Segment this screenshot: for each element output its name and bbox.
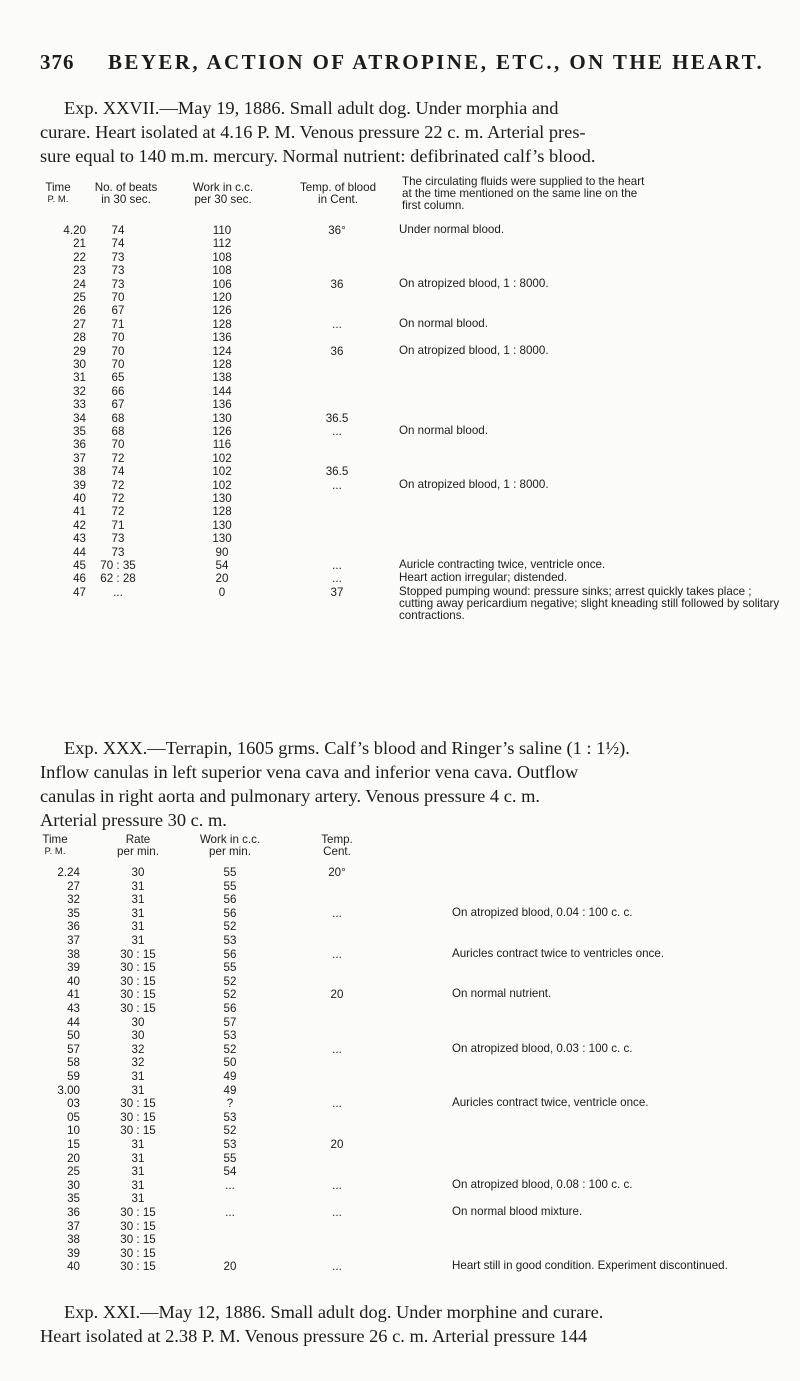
remark-cell: On atropized blood, 1 : 8000. <box>399 343 549 357</box>
time-cell: 40 <box>73 492 86 505</box>
work-cell: 20 <box>215 572 229 586</box>
work-cell: 130 <box>212 532 232 546</box>
table-row <box>0 975 800 989</box>
rate-cell: 31 <box>131 893 145 907</box>
time-cell: 40 <box>67 1260 80 1274</box>
work-cell: 53 <box>223 1029 237 1043</box>
time-cell: 38 <box>67 1233 80 1247</box>
table-row <box>0 934 800 948</box>
table-row <box>0 291 800 305</box>
table-row <box>0 385 800 399</box>
beats-cell: 71 <box>111 518 125 532</box>
remark-cell: Auricle contracting twice, ventricle once. <box>399 558 606 571</box>
table-row <box>0 237 800 251</box>
work-cell: 126 <box>212 425 232 438</box>
col-beats-header: No. of beats in 30 sec. <box>94 181 158 206</box>
time-cell: 57 <box>67 1042 80 1056</box>
remark-cell: On atropized blood, 0.08 : 100 c. c. <box>452 1177 633 1191</box>
table-row <box>0 1192 800 1206</box>
temp-cell: 20 <box>330 988 344 1002</box>
work-cell: 128 <box>212 358 232 371</box>
temp-cell: ... <box>332 425 342 438</box>
temp-cell: ... <box>332 559 342 572</box>
table-row <box>0 345 800 359</box>
table-row <box>0 1206 800 1220</box>
table-row <box>0 358 800 372</box>
table-row <box>0 398 800 412</box>
table-row <box>0 1138 800 1152</box>
time-cell: 21 <box>73 237 86 251</box>
beats-cell: 70 : 35 <box>100 559 136 572</box>
time-cell: 36 <box>67 920 80 934</box>
time-cell: 22 <box>73 250 86 264</box>
work-cell: 124 <box>212 344 232 358</box>
time-cell: 30 <box>73 358 86 371</box>
work-cell: 57 <box>223 1015 237 1029</box>
work-cell: 136 <box>212 331 232 345</box>
temp-cell: 36° <box>328 224 346 237</box>
temp-cell: ... <box>332 1042 342 1056</box>
intro-line: canulas in right aorta and pulmonary artery. Venous pressure 4 c. m. <box>40 786 540 806</box>
work-cell: 56 <box>223 947 237 961</box>
table-row <box>0 251 800 265</box>
rate-cell: 30 : 15 <box>120 974 156 988</box>
temp-cell: ... <box>332 906 342 920</box>
table-row <box>0 318 800 332</box>
time-cell: 38 <box>73 465 86 479</box>
beats-cell: 62 : 28 <box>100 572 136 586</box>
rate-cell: 30 : 15 <box>120 947 156 961</box>
rate-cell: 30 : 15 <box>120 1246 156 1260</box>
beats-cell: 74 <box>111 237 125 251</box>
rate-cell: 32 <box>131 1056 145 1070</box>
table-row <box>0 1124 800 1138</box>
rate-cell: 31 <box>131 920 145 934</box>
col-time-header: Time P. M. <box>42 833 68 857</box>
time-cell: 43 <box>67 1002 80 1015</box>
table-row <box>0 1111 800 1125</box>
work-cell: 52 <box>223 1124 237 1138</box>
table-row <box>0 1179 800 1193</box>
time-cell: 38 <box>67 947 80 961</box>
beats-cell: 73 <box>111 545 125 559</box>
time-cell: 32 <box>67 893 80 907</box>
beats-cell: 72 <box>111 451 125 465</box>
time-cell: 39 <box>73 478 86 492</box>
table-row <box>0 880 800 894</box>
table-row <box>0 1016 800 1030</box>
beats-cell: 70 <box>111 331 125 345</box>
time-cell: 35 <box>67 906 80 920</box>
work-cell: 53 <box>223 1110 237 1124</box>
table-row <box>0 907 800 921</box>
time-cell: 33 <box>73 398 86 412</box>
beats-cell: 70 <box>111 291 125 304</box>
time-cell: 43 <box>73 532 86 546</box>
work-cell: 54 <box>223 1165 237 1179</box>
work-cell: 52 <box>223 988 237 1002</box>
work-cell: 20 <box>223 1260 237 1274</box>
table-row <box>0 1152 800 1166</box>
work-cell: 55 <box>223 866 237 879</box>
table-row <box>0 1056 800 1070</box>
col-remarks-header: The circulating fluids were supplied to the heart at the time mentioned on the same line on the first column. <box>402 175 645 212</box>
work-cell: ... <box>225 1206 235 1219</box>
col-work-header: Work in c.c. per min. <box>199 833 261 858</box>
temp-cell: 37 <box>330 585 344 599</box>
beats-cell: 73 <box>111 264 125 278</box>
exp21-intro <box>40 1300 762 1348</box>
work-cell: 128 <box>212 317 232 331</box>
table-row <box>0 1233 800 1247</box>
rate-cell: 31 <box>131 1165 145 1179</box>
beats-cell: 72 <box>111 478 125 492</box>
exp30-intro <box>40 736 762 832</box>
time-cell: 30 <box>67 1178 80 1192</box>
work-cell: 130 <box>212 492 232 505</box>
table-row <box>0 224 800 238</box>
time-cell: 44 <box>73 545 86 559</box>
work-cell: ? <box>226 1097 234 1111</box>
table-row <box>0 920 800 934</box>
rate-cell: 30 <box>131 1029 145 1043</box>
temp-cell: ... <box>332 1206 342 1219</box>
beats-cell: 72 <box>111 492 125 505</box>
rate-cell: 31 <box>131 934 145 947</box>
work-cell: 55 <box>223 961 237 975</box>
time-cell: 59 <box>67 1070 80 1083</box>
table-row <box>0 479 800 493</box>
work-cell: 55 <box>223 1151 237 1165</box>
temp-cell: 20 <box>330 1138 344 1151</box>
time-cell: 41 <box>67 988 80 1002</box>
rate-cell: 32 <box>131 1042 145 1056</box>
time-cell: 27 <box>67 879 80 893</box>
beats-cell: 68 <box>111 411 125 425</box>
table-row <box>0 1260 800 1274</box>
remark-cell: On normal blood. <box>399 424 488 437</box>
time-cell: 37 <box>67 1219 80 1233</box>
beats-cell: 68 <box>111 425 125 438</box>
temp-cell: ... <box>332 947 342 961</box>
work-cell: 106 <box>212 277 232 291</box>
time-cell: 34 <box>73 411 86 425</box>
work-cell: 90 <box>215 545 229 559</box>
time-cell: 35 <box>67 1192 80 1206</box>
work-cell: 102 <box>212 478 232 492</box>
col-temp-header: Temp. Cent. <box>321 833 353 858</box>
rate-cell: 30 : 15 <box>120 1002 156 1015</box>
time-cell: 37 <box>73 451 86 465</box>
remark-cell: On atropized blood, 0.04 : 100 c. c. <box>452 905 633 919</box>
time-cell: 4.20 <box>63 224 86 237</box>
time-cell: 36 <box>73 438 86 452</box>
beats-cell: 73 <box>111 277 125 291</box>
time-cell: 03 <box>67 1097 80 1111</box>
work-cell: 108 <box>212 250 232 264</box>
rate-cell: 31 <box>131 1138 145 1151</box>
work-cell: 128 <box>212 505 232 519</box>
time-cell: 50 <box>67 1029 80 1043</box>
rate-cell: 31 <box>131 1083 145 1097</box>
rate-cell: 31 <box>131 1178 145 1192</box>
temp-cell: 36 <box>330 277 344 291</box>
work-cell: 144 <box>212 384 232 398</box>
time-cell: 39 <box>67 1246 80 1260</box>
time-cell: 47 <box>73 585 86 599</box>
temp-cell: 36 <box>330 344 344 358</box>
work-cell: 120 <box>212 291 232 304</box>
page-header <box>0 50 800 90</box>
time-cell: 23 <box>73 264 86 278</box>
remark-cell: Auricles contract twice to ventricles once. <box>452 946 664 960</box>
work-cell: 56 <box>223 1002 237 1015</box>
table-row <box>0 961 800 975</box>
time-cell: 45 <box>73 559 86 572</box>
table-row <box>0 532 800 546</box>
time-cell: 2.24 <box>57 866 80 879</box>
time-cell: 39 <box>67 961 80 975</box>
intro-line: Exp. XXI.—May 12, 1886. Small adult dog. Under morphine and curare. <box>64 1302 604 1322</box>
intro-line: Arterial pressure 30 c. m. <box>40 810 227 830</box>
time-cell: 44 <box>67 1015 80 1029</box>
col-work-header: Work in c.c. per 30 sec. <box>192 181 254 206</box>
work-cell: 53 <box>223 1138 237 1151</box>
remark-cell: On normal nutrient. <box>452 987 552 1001</box>
work-cell: 55 <box>223 879 237 893</box>
table-row <box>0 1165 800 1179</box>
temp-cell: 36.5 <box>325 465 349 479</box>
temp-cell: ... <box>332 317 342 331</box>
intro-line: Exp. XXX.—Terrapin, 1605 grms. Calf’s blood and Ringer’s saline (1 : 1½). <box>64 738 630 758</box>
time-cell: 20 <box>67 1151 80 1165</box>
time-cell: 27 <box>73 317 86 331</box>
remark-cell: On atropized blood, 1 : 8000. <box>399 276 549 290</box>
time-cell: 3.00 <box>57 1083 80 1097</box>
temp-cell: ... <box>332 1097 342 1111</box>
temp-cell: ... <box>332 572 342 586</box>
intro-line: curare. Heart isolated at 4.16 P. M. Venous pressure 22 c. m. Arterial pres- <box>40 122 586 142</box>
work-cell: ... <box>225 1178 235 1192</box>
work-cell: 0 <box>218 585 226 599</box>
work-cell: 52 <box>223 1042 237 1056</box>
temp-cell: ... <box>332 1178 342 1192</box>
rate-cell: 30 : 15 <box>120 1219 156 1233</box>
work-cell: 53 <box>223 934 237 947</box>
beats-cell: 65 <box>111 371 125 385</box>
table-row <box>0 438 800 452</box>
table-row <box>0 948 800 962</box>
rate-cell: 31 <box>131 879 145 893</box>
col-temp-header: Temp. of blood in Cent. <box>299 181 377 206</box>
work-cell: 110 <box>212 224 232 237</box>
table-row <box>0 1097 800 1111</box>
work-cell: 49 <box>223 1070 237 1083</box>
time-cell: 35 <box>73 425 86 438</box>
beats-cell: 71 <box>111 317 125 331</box>
intro-line: Exp. XXVII.—May 19, 1886. Small adult dog. Under morphia and <box>64 98 559 118</box>
table-row <box>0 425 800 439</box>
temp-cell: 20° <box>328 866 346 879</box>
exp27-intro <box>40 96 762 168</box>
beats-cell: 72 <box>111 505 125 519</box>
rate-cell: 30 : 15 <box>120 1260 156 1274</box>
rate-cell: 31 <box>131 1151 145 1165</box>
work-cell: 52 <box>223 974 237 988</box>
rate-cell: 30 : 15 <box>120 1233 156 1247</box>
time-cell: 05 <box>67 1110 80 1124</box>
rate-cell: 30 <box>131 866 145 879</box>
temp-cell: 36.5 <box>325 411 349 425</box>
beats-cell: 70 <box>111 438 125 452</box>
remark-cell: On atropized blood, 0.03 : 100 c. c. <box>452 1041 633 1055</box>
intro-line: sure equal to 140 m.m. mercury. Normal nutrient: defibrinated calf’s blood. <box>40 146 596 166</box>
table-row <box>0 519 800 533</box>
table-row <box>0 1002 800 1016</box>
remark-cell: On normal blood. <box>399 316 488 330</box>
beats-cell: 74 <box>111 224 125 237</box>
time-cell: 10 <box>67 1124 80 1138</box>
table-row <box>0 1070 800 1084</box>
page-number: 376 <box>40 50 75 74</box>
work-cell: 136 <box>212 398 232 412</box>
work-cell: 49 <box>223 1083 237 1097</box>
rate-cell: 30 : 15 <box>120 1097 156 1111</box>
time-cell: 15 <box>67 1138 80 1151</box>
rate-cell: 31 <box>131 1192 145 1206</box>
time-cell: 37 <box>67 934 80 947</box>
table-row <box>0 1043 800 1057</box>
time-cell: 29 <box>73 344 86 358</box>
remark-cell: Under normal blood. <box>399 223 505 236</box>
intro-line: Inflow canulas in left superior vena cava and inferior vena cava. Outflow <box>40 762 579 782</box>
beats-cell: 70 <box>111 344 125 358</box>
rate-cell: 31 <box>131 1070 145 1083</box>
intro-line: Heart isolated at 2.38 P. M. Venous pressure 26 c. m. Arterial pressure 144 <box>40 1326 588 1346</box>
work-cell: 102 <box>212 465 232 479</box>
beats-cell: 73 <box>111 532 125 546</box>
rate-cell: 30 : 15 <box>120 1206 156 1219</box>
time-cell: 25 <box>67 1165 80 1179</box>
rate-cell: 31 <box>131 906 145 920</box>
time-cell: 40 <box>67 974 80 988</box>
time-cell: 58 <box>67 1056 80 1070</box>
col-rate-header: Rate per min. <box>117 833 159 858</box>
table-row <box>0 584 800 622</box>
work-cell: 112 <box>212 237 232 251</box>
beats-cell: 67 <box>111 304 125 318</box>
remark-cell: Heart action irregular; distended. <box>399 571 568 585</box>
temp-cell: ... <box>332 478 342 492</box>
rate-cell: 30 : 15 <box>120 961 156 975</box>
table-row <box>0 866 800 880</box>
work-cell: 130 <box>212 518 232 532</box>
beats-cell: 73 <box>111 250 125 264</box>
time-cell: 28 <box>73 331 86 345</box>
work-cell: 56 <box>223 893 237 907</box>
work-cell: 108 <box>212 264 232 278</box>
time-cell: 31 <box>73 371 86 385</box>
work-cell: 130 <box>212 411 232 425</box>
table-row <box>0 1029 800 1043</box>
time-cell: 42 <box>73 518 86 532</box>
work-cell: 50 <box>223 1056 237 1070</box>
table-row <box>0 492 800 506</box>
work-cell: 54 <box>215 559 229 572</box>
time-cell: 32 <box>73 384 86 398</box>
work-cell: 102 <box>212 451 232 465</box>
time-cell: 26 <box>73 304 86 318</box>
table-row <box>0 452 800 466</box>
rate-cell: 30 : 15 <box>120 988 156 1002</box>
work-cell: 52 <box>223 920 237 934</box>
beats-cell: ... <box>113 585 123 599</box>
time-cell: 36 <box>67 1206 80 1219</box>
table-row <box>0 505 800 519</box>
work-cell: 56 <box>223 906 237 920</box>
remark-cell: On normal blood mixture. <box>452 1205 583 1218</box>
rate-cell: 30 <box>131 1015 145 1029</box>
running-head: BEYER, ACTION OF ATROPINE, ETC., ON THE HEART. <box>108 50 765 74</box>
table-row <box>0 371 800 385</box>
col-time-header: Time P. M. <box>45 181 71 205</box>
beats-cell: 70 <box>111 358 125 371</box>
work-cell: 116 <box>212 438 232 452</box>
table-row <box>0 893 800 907</box>
table-row <box>0 988 800 1002</box>
time-cell: 24 <box>73 277 86 291</box>
work-cell: 138 <box>212 371 232 385</box>
rate-cell: 30 : 15 <box>120 1110 156 1124</box>
time-cell: 46 <box>73 572 86 586</box>
table-row <box>0 1220 800 1234</box>
beats-cell: 67 <box>111 398 125 412</box>
table-row <box>0 278 800 292</box>
table-row <box>0 1084 800 1098</box>
remark-cell: On atropized blood, 1 : 8000. <box>399 477 549 491</box>
work-cell: 126 <box>212 304 232 318</box>
remark-cell: Stopped pumping wound: pressure sinks; arrest quickly takes place ; cutting away pericardium negative; slight kneading still followed by solitary contractions. <box>399 584 780 622</box>
rate-cell: 30 : 15 <box>120 1124 156 1138</box>
beats-cell: 74 <box>111 465 125 479</box>
time-cell: 41 <box>73 505 86 519</box>
time-cell: 25 <box>73 291 86 304</box>
temp-cell: ... <box>332 1260 342 1274</box>
beats-cell: 66 <box>111 384 125 398</box>
remark-cell: Heart still in good condition. Experiment discontinued. <box>452 1259 728 1273</box>
remark-cell: Auricles contract twice, ventricle once. <box>452 1096 649 1110</box>
